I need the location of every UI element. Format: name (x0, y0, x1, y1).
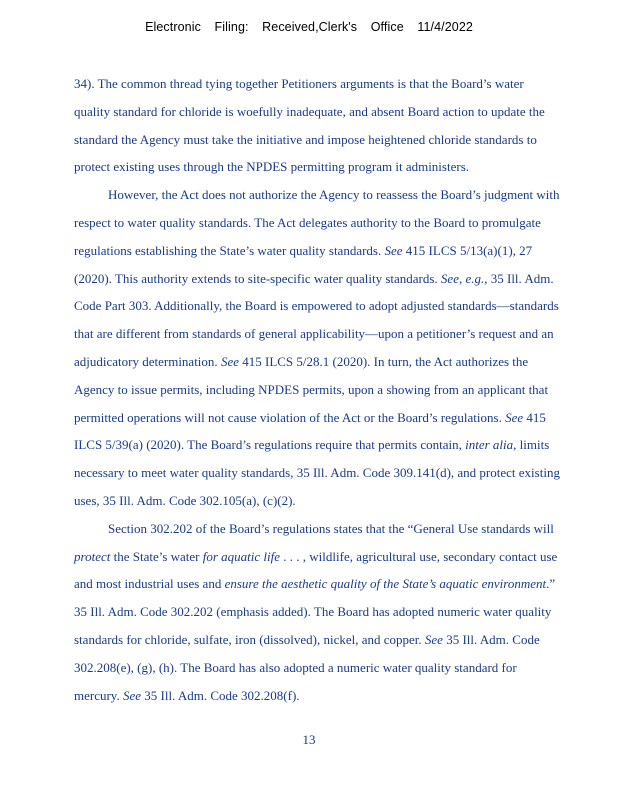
paragraph-text: 34). The common thread tying together Petitioners arguments is that the Board’s water quality standard for chloride is woefully inadequate, and absent Board action to update the standard the Agency must take the initiative and impose heightened chloride standards to protect existing uses through the NPDES permitting program it administers. (74, 76, 545, 175)
citation-signal: See (122, 687, 142, 703)
citation-signal: inter alia (465, 437, 514, 453)
paragraph-text: .” 35 Ill. Adm. Code 302.202 (emphasis added). The Board has adopted numeric water quality standards for chloride, sulfate, iron (dissolved), nickel, and copper. (74, 576, 556, 647)
paragraph-p2 (74, 181, 560, 515)
citation-signal: See, e.g., (440, 270, 488, 286)
citation-signal: protect (74, 548, 111, 564)
header-part: Received,Clerk's (262, 20, 358, 34)
header-part: 11/4/2022 (417, 20, 473, 34)
citation-signal: for aquatic life (202, 548, 281, 564)
header-part: Office (370, 20, 404, 34)
citation-signal: See (384, 242, 403, 258)
document-body (74, 70, 560, 709)
citation-signal: See (505, 409, 524, 425)
paragraph-text: 415 ILCS 5/39(a) (2020). The Board’s regulations require that permits contain, (74, 409, 546, 453)
paragraph-text: 35 Ill. Adm. Code 302.208(f). (141, 687, 300, 703)
paragraph-text: , limits necessary to meet water quality standards, 35 Ill. Adm. Code 309.141(d), and protect existing uses, 35 Ill. Adm. Code 302.105(a), (c)(2). (74, 437, 560, 508)
header-part: Filing: (214, 20, 249, 34)
header-part: Electronic (145, 20, 201, 34)
paragraph-text: 415 ILCS 5/13(a)(1), 27 (2020). This authority extends to site-specific water quality standards. (74, 242, 533, 286)
filing-stamp-header (0, 20, 618, 34)
citation-signal: ensure the aesthetic quality of the State’s aquatic environment (224, 576, 547, 592)
paragraph-p3 (74, 515, 560, 710)
paragraph-text: 415 ILCS 5/28.1 (2020). In turn, the Act authorizes the Agency to issue permits, including NPDES permits, upon a showing from an applicant that permitted operations will not cause violation of the Act or the Board’s regulations. (74, 353, 549, 425)
paragraph-p1 (74, 70, 560, 181)
paragraph-text: . . . , wildlife, agricultural use, secondary contact use and most industrial uses and (74, 548, 558, 592)
paragraph-text: 35 Ill. Adm. Code 302.208(e), (g), (h). The Board has also adopted a numeric water quality standard for mercury. (74, 631, 540, 703)
paragraph-text: 35 Ill. Adm. Code Part 303. Additionally, the Board is empowered to adopt adjusted standards—standards that are different from standards of general applicability—upon a petitioner’s request and an adjudicatory determination. (74, 270, 559, 369)
paragraph-text: However, the Act does not authorize the Agency to reassess the Board’s judgment with respect to water quality standards. The Act delegates authority to the Board to promulgate regulations establishing the State’s water quality standards. (74, 187, 560, 258)
page-number: 13 (302, 732, 316, 747)
citation-signal: See (220, 353, 239, 369)
citation-signal: See (424, 631, 443, 647)
paragraph-text: the State’s water (110, 548, 203, 564)
paragraph-text: Section 302.202 of the Board’s regulations states that the “General Use standards will (108, 520, 554, 536)
